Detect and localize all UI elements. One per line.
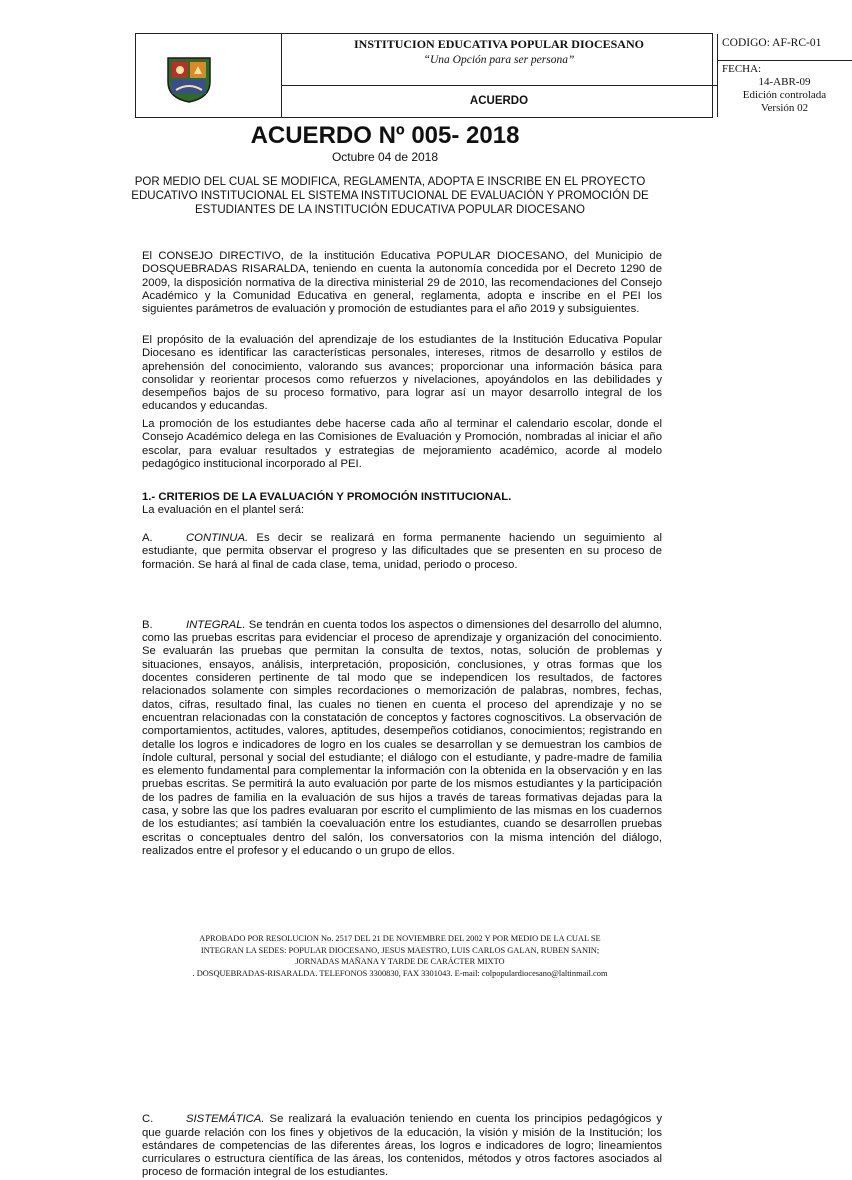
paragraph-1 <box>142 250 662 316</box>
header-right-cell <box>717 34 852 117</box>
page-title: ACUERDO Nº 005- 2018 <box>250 122 520 149</box>
criterion-c <box>142 1113 662 1179</box>
criterion-text: Se realizará la evaluación teniendo en cuenta los principios pedagógicos y que guarde relación con los fines y objetivos de la educación, la visión y misión de la Institución; los estándares de competencias de las diferentes áreas, los logros e indicadores de logro; lineamientos curriculares o estructura científica de las áreas, los contenidos, métodos y otros factores asociados al proceso de formación integral de los estudiantes. <box>142 1113 662 1179</box>
institution-name: INSTITUCION EDUCATIVA POPULAR DIOCESANO <box>354 37 644 51</box>
edicion-label: Edición controlada <box>742 89 827 101</box>
footer-contact: . DOSQUEBRADAS-RISARALDA. TELEFONOS 3300830, FAX 3301043. E-mail: colpopulardiocesano@laltinmail.com <box>192 968 608 978</box>
institution-slogan: “Una Opción para ser persona” <box>423 54 575 66</box>
paragraph-text: La promoción de los estudiantes debe hacerse cada año al terminar el calendario escolar, donde el Consejo Académico delega en las Comisiones de Evaluación y Promoción, nombradas al iniciar el año escolar, para evaluar resultados y estrategias de mejoramiento académico, acorde al modelo pedagógico institucional incorporado al PEI. <box>142 418 662 470</box>
section-intro: La evaluación en el plantel será: <box>142 504 305 517</box>
criterion-letter: C. <box>142 1113 154 1126</box>
paragraph-text: El CONSEJO DIRECTIVO, de la institución Educativa POPULAR DIOCESANO, del Municipio de DOSQUEBRADAS RISARALDA, teniendo en cuenta la autonomía concedida por el Decreto 1290 de 2009, la disposición normativa de la directiva ministerial 29 de 2010, las recomendaciones del Consejo Académico y la Comunidad Educativa en general, reglamenta, adopta e inscribe en el PEI los siguientes parámetros de evaluación y promoción de estudiantes para el año 2019 y subsiguientes. <box>142 250 662 316</box>
criterion-keyword: CONTINUA. <box>186 532 249 544</box>
section-heading: 1.- CRITERIOS DE LA EVALUACIÓN Y PROMOCIÓN INSTITUCIONAL. <box>142 491 512 503</box>
footer-line: JORNADAS MAÑANA Y TARDE DE CARÁCTER MIXTO <box>295 957 505 966</box>
criterion-keyword: INTEGRAL. <box>186 618 246 631</box>
paragraph-3 <box>142 418 662 471</box>
document-code: CODIGO: AF-RC-01 <box>717 34 852 61</box>
paragraph-text: El propósito de la evaluación del aprendizaje de los estudiantes de la Institución Educativa Popular Diocesano es identificar las características personales, intereses, ritmos de desarrollo y estilos de aprehensión del conocimiento, valorando sus avances; proporcionar una información básica para consolidar y reorientar procesos como refuerzos y nivelaciones, apoyándolos en las debilidades y desempeños bajos de su proceso formativo, para lograr así un mayor desarrollo integral de los educandos y educandas. <box>142 334 662 413</box>
logo-cell <box>136 34 282 117</box>
school-crest-icon <box>164 54 214 104</box>
document-footer <box>130 933 670 979</box>
institution-block <box>281 34 717 86</box>
footer-line: APROBADO POR RESOLUCION No. 2517 DEL 21 DE NOVIEMBRE DEL 2002 Y POR MEDIO DE LA CUAL SE <box>199 934 601 943</box>
criterion-text: Es decir se realizará en forma permanente haciendo un seguimiento al estudiante, que permita observar el progreso y las dificultades que se presenten en su proceso de formación. Se hará al final de cada clase, tema, unidad, periodo o proceso. <box>142 532 662 571</box>
section-1 <box>142 491 662 518</box>
document-control-info <box>717 61 852 117</box>
version-label: Versión 02 <box>760 102 809 114</box>
criterion-letter: A. <box>142 532 153 544</box>
criterion-letter: B. <box>142 618 153 631</box>
header-center-cell <box>281 34 718 117</box>
paragraph-2 <box>142 334 662 414</box>
document-date: Octubre 04 de 2018 <box>331 150 439 164</box>
criterion-text: Se tendrán en cuenta todos los aspectos o dimensiones del desarrollo del alumno, como las pruebas escritas para evidenciar el proceso de aprendizaje y organización del conocimiento. Se evaluarán las pruebas que permitan la consulta de textos, notas, solución de problemas y situaciones, ensayos, análisis, interpretación, proposición, conclusiones, y otras formas que los docentes consideren pertinente de tal modo que se independicen los resultados, de factores relacionados solamente con simples recordaciones o memorización de palabras, nombres, fechas, datos, cifras, resultado final, las cuales no tienen en cuenta el proceso del aprendizaje y no se encuentran relacionadas con la constatación de conceptos y factores cognoscitivos. La observación de comportamientos, actitudes, valores, aptitudes, desempeños cotidianos, conocimientos; registrando en detalle los logros e indicadores de logro en los cuales se desarrollan y se demuestran los cambios de índole cultural, personal y social del estudiante; el diálogo con el estudiante, y padre-madre de familia es elemento fundamental para complementar la información con la obtenida en la observación y en las pruebas escritas. Se permitirá la auto evaluación por parte de los mismos estudiantes y la participación de los padres de familia en la evaluación de sus hijos a través de tareas formativas dejadas para la casa, y sobre las que los padres evaluaran por escrito el cumplimiento de las mismas en los cuadernos de los estudiantes; así también la coevaluación entre los estudiantes, cuando se desarrollen pruebas escritas o conceptuales dentro del salón, los conversatorios con la misma intención del diálogo, realizados entre el profesor y el educando o un grupo de ellos. <box>142 618 663 857</box>
document-type: ACUERDO <box>469 95 529 107</box>
criterion-a <box>142 532 662 572</box>
fecha-value: 14-ABR-09 <box>758 76 811 88</box>
criterion-keyword: SISTEMÁTICA. <box>186 1113 265 1126</box>
criterion-b <box>142 619 662 858</box>
header-table <box>135 33 827 118</box>
document-subject: POR MEDIO DEL CUAL SE MODIFICA, REGLAMENTA, ADOPTA E INSCRIBE EN EL PROYECTO EDUCATIVO INSTITUCIONAL EL SISTEMA INSTITUCIONAL DE EVALUACIÓN Y PROMOCIÓN DE ESTUDIANTES DE LA INSTITUCIÓN EDUCATIVA POPULAR DIOCESANO <box>131 176 649 216</box>
footer-line: INTEGRAN LA SEDES: POPULAR DIOCESANO, JESUS MAESTRO, LUIS CARLOS GALAN, RUBEN SANIN; <box>200 945 600 955</box>
fecha-label: FECHA: <box>722 63 762 75</box>
